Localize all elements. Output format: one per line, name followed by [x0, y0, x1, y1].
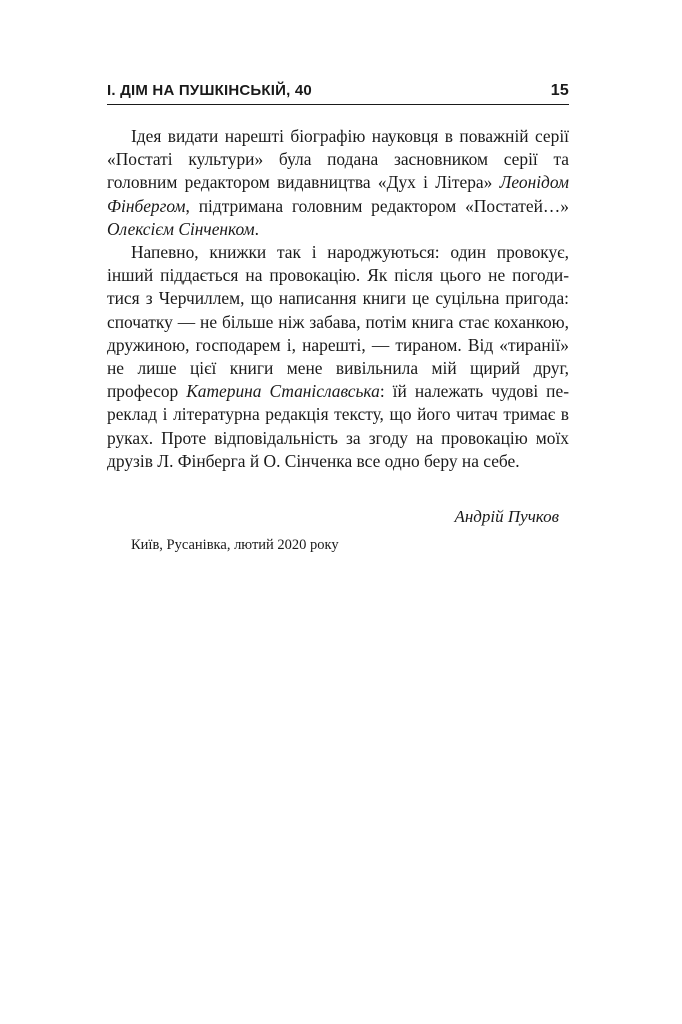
text-segment: Напевно, книжки так і народжуються: один провокує, інший піддається на провокацію. Як після цього не погодитися з Черчиллем, що написання книги це суцільна пригода: спочатку — не більше ніж забава, потім книга стає коханкою, дружиною, господарем і, нарешті, — тираном. Від «тиранії» не лише цієї книги мене вивільнила мій щирий друг, професор — [107, 242, 569, 402]
running-header — [107, 82, 569, 105]
text-segment: Ідея видати нарешті біографію науковця в поважній серії «Постаті культури» була подана засновником серії та головним редактором видавництва «Дух і Літера» — [107, 126, 569, 193]
italic-name: Олексієм Сінченком — [107, 218, 255, 239]
italic-name: Катерина Станіславська — [186, 381, 380, 402]
paragraph-1 — [107, 125, 569, 241]
chapter-title: І. ДІМ НА ПУШКІНСЬКІЙ, 40 — [107, 82, 312, 99]
paragraph-2 — [107, 241, 569, 473]
book-page — [107, 82, 569, 554]
body-text — [107, 125, 569, 473]
dateline: Київ, Русанівка, лютий 2020 року — [131, 537, 339, 554]
page-number: 15 — [550, 82, 569, 99]
text-segment: . — [254, 218, 260, 239]
text-segment: , підтримана головним редактором «Постатей…» — [185, 195, 569, 216]
italic-name: Леонідом Фінбергом — [107, 172, 569, 216]
author-signature: Андрій Пучков — [454, 507, 559, 527]
text-segment: : їй належать чудові переклад і літературна редакція тексту, що його читач тримає в руках. Проте відповідальність за згоду на провокацію моїх друзів Л. Фінберга й О. Сінченка все одно беру на себе. — [107, 381, 569, 471]
